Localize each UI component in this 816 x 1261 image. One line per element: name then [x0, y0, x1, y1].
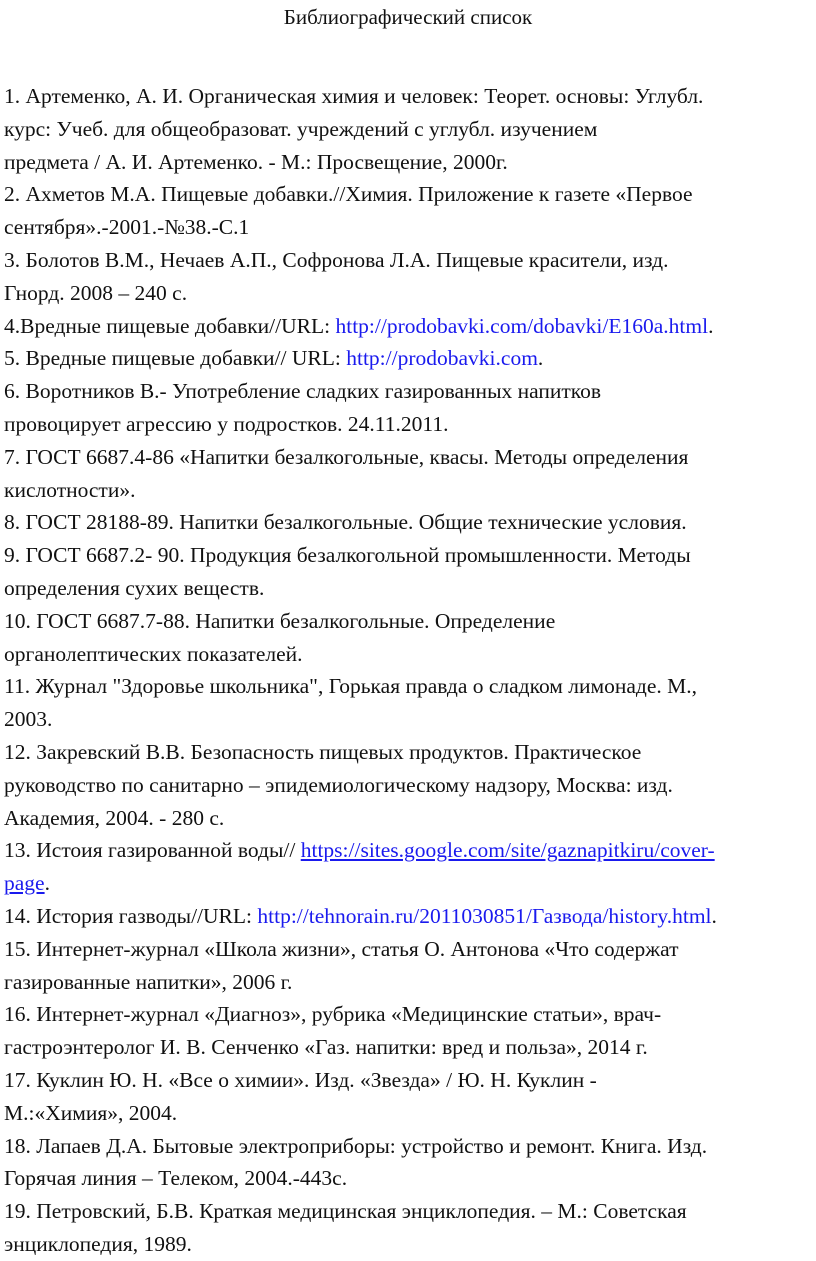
- entry-line: Академия, 2004. - 280 с.: [4, 805, 225, 830]
- list-item: [4, 1195, 808, 1261]
- list-item: [4, 375, 808, 441]
- bibliography-list: [0, 80, 816, 1261]
- entry-text: 14. История газводы//URL:: [4, 903, 258, 928]
- entry-suffix: .: [537, 346, 544, 371]
- entry-line: 15. Интернет-журнал «Школа жизни», статья О. Антонова «Что содержат: [4, 936, 679, 961]
- entry-line: 10. ГОСТ 6687.7-88. Напитки безалкогольные. Определение: [4, 608, 556, 633]
- entry-line: 9. ГОСТ 6687.2- 90. Продукция безалкогольной промышленности. Методы: [4, 543, 691, 568]
- entry-line: сентября».-2001.-№38.-С.1: [4, 215, 250, 240]
- entry-line: органолептических показателей.: [4, 641, 303, 666]
- entry-line: энциклопедия, 1989.: [4, 1231, 192, 1256]
- list-item: [4, 998, 808, 1064]
- list-item: [4, 539, 808, 605]
- list-item: [4, 900, 808, 933]
- list-item: [4, 244, 808, 310]
- page-title: Библиографический список: [283, 5, 533, 29]
- entry-link[interactable]: http://prodobavki.com/dobavki/E160a.html: [335, 313, 709, 338]
- entry-line: 16. Интернет-журнал «Диагноз», рубрика «Медицинские статьи», врач-: [4, 1002, 662, 1027]
- entry-line: газированные напитки», 2006 г.: [4, 969, 293, 994]
- entry-suffix: .: [708, 313, 714, 338]
- entry-link-continued[interactable]: page: [4, 871, 45, 896]
- entry-line: 2003.: [4, 707, 53, 732]
- entry-line: 8. ГОСТ 28188-89. Напитки безалкогольные. Общие технические условия.: [4, 510, 687, 535]
- entry-line: курс: Учеб. для общеобразоват. учреждений с углубл. изучением: [4, 116, 598, 141]
- list-item: [4, 605, 808, 671]
- list-item: [4, 178, 808, 244]
- entry-line: 12. Закревский В.В. Безопасность пищевых продуктов. Практическое: [4, 739, 642, 764]
- entry-suffix: .: [44, 871, 50, 896]
- entry-line: определения сухих веществ.: [4, 575, 265, 600]
- entry-line: гастроэнтеролог И. В. Сенченко «Газ. напитки: вред и польза», 2014 г.: [4, 1035, 648, 1060]
- entry-line: 6. Воротников В.- Употребление сладких газированных напитков: [4, 379, 602, 404]
- entry-text: 13. Истоия газированной воды//: [4, 838, 301, 863]
- entry-line: 3. Болотов В.М., Нечаев А.П., Софронова Л.А. Пищевые красители, изд.: [4, 247, 669, 272]
- list-item: [4, 506, 808, 539]
- entry-link[interactable]: https://sites.google.com/site/gaznapitkiru/cover-: [300, 838, 715, 863]
- list-item: [4, 441, 808, 507]
- entry-line: 17. Куклин Ю. Н. «Все о химии». Изд. «Звезда» / Ю. Н. Куклин -: [4, 1067, 597, 1092]
- list-item: [4, 1064, 808, 1130]
- entry-line: 2. Ахметов М.А. Пищевые добавки.//Химия. Приложение к газете «Первое: [4, 182, 693, 207]
- entry-line: Горячая линия – Телеком, 2004.-443с.: [4, 1166, 348, 1191]
- entry-line: 19. Петровский, Б.В. Краткая медицинская энциклопедия. – М.: Советская: [4, 1199, 687, 1224]
- list-item: [4, 736, 808, 834]
- entry-line: кислотности».: [4, 477, 136, 502]
- entry-link[interactable]: http://tehnorain.ru/2011030851/Газвода/history.html: [257, 903, 712, 928]
- list-item: [4, 933, 808, 999]
- list-item: [4, 310, 808, 343]
- entry-text: 4.Вредные пищевые добавки//URL:: [4, 313, 336, 338]
- entry-suffix: .: [711, 903, 717, 928]
- entry-line: М.:«Химия», 2004.: [4, 1100, 178, 1125]
- list-item: [4, 834, 808, 900]
- entry-link[interactable]: http://prodobavki.com: [346, 346, 538, 371]
- list-item: [4, 670, 808, 736]
- entry-line: провоцирует агрессию у подростков. 24.11.2011.: [4, 411, 449, 436]
- entry-text: 5. Вредные пищевые добавки// URL:: [4, 346, 347, 371]
- list-item: [4, 1130, 808, 1196]
- list-item: [4, 342, 808, 375]
- entry-line: руководство по санитарно – эпидемиологическому надзору, Москва: изд.: [4, 772, 673, 797]
- entry-line: предмета / А. И. Артеменко. - М.: Просвещение, 2000г.: [4, 149, 508, 174]
- entry-line: Гнорд. 2008 – 240 с.: [4, 280, 188, 305]
- entry-line: 18. Лапаев Д.А. Бытовые электроприборы: устройство и ремонт. Книга. Изд.: [4, 1133, 708, 1158]
- entry-line: 1. Артеменко, А. И. Органическая химия и человек: Теорет. основы: Углубл.: [4, 84, 704, 108]
- entry-line: 7. ГОСТ 6687.4-86 «Напитки безалкогольные, квасы. Методы определения: [4, 444, 689, 469]
- entry-line: 11. Журнал "Здоровье школьника", Горькая правда о сладком лимонаде. М.,: [4, 674, 698, 699]
- list-item: [4, 80, 808, 178]
